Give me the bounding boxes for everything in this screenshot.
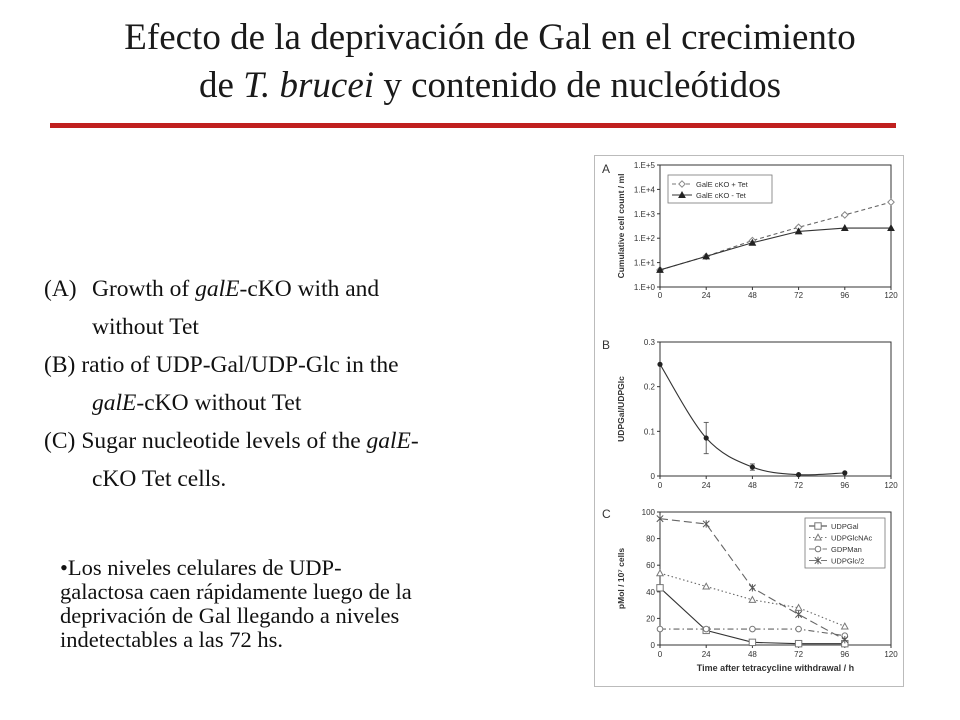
panel-B-xtick-label: 120	[884, 481, 898, 490]
panel-C-ytick-label: 60	[646, 561, 655, 571]
panel-C-ytick-label: 20	[646, 614, 655, 624]
panel-A-xtick-label: 96	[840, 291, 850, 300]
panel-C-legend-label: UDPGal	[831, 522, 859, 531]
panel-A-ytick-label: 1.E+4	[633, 185, 655, 195]
panel-B-letter: B	[602, 338, 611, 352]
panel-A-xtick-label: 72	[794, 291, 804, 300]
title-divider	[50, 123, 896, 128]
panel-A-xtick-label: 120	[884, 291, 898, 300]
caption-c-label: (C)	[44, 428, 76, 454]
bullet-line-3: deprivación de Gal llegando a niveles	[60, 603, 400, 628]
page-title	[40, 14, 940, 110]
bullet-text-1: Los niveles celulares de UDP-	[67, 555, 342, 580]
title-line-2-pre: de	[199, 65, 244, 106]
panel-A-xtick-label: 0	[657, 291, 663, 300]
caption-c-text-2: -	[410, 428, 419, 454]
panel-B-xtick-label: 48	[747, 481, 757, 490]
caption-b	[44, 346, 564, 422]
panel-B-xtick-label: 96	[840, 481, 850, 490]
panel-B-point	[796, 472, 801, 477]
panel-C-legend-marker	[815, 546, 821, 552]
panel-A-ytick-label: 1.E+5	[633, 161, 655, 170]
panel-B-point	[750, 464, 755, 469]
panel-C-ytick-label: 0	[650, 641, 655, 650]
panel-B-point	[842, 470, 847, 475]
panel-B-point	[704, 435, 709, 440]
panel-C-point	[703, 626, 709, 632]
caption-b-continuation	[44, 384, 564, 422]
panel-A-ylabel: Cumulative cell count / ml	[616, 173, 626, 279]
caption-b-gene: galE	[92, 390, 137, 416]
panel-C-point	[796, 626, 802, 632]
panel-C-xlabel: Time after tetracycline withdrawal / h	[696, 663, 855, 673]
panel-B-xtick-label: 24	[701, 481, 711, 490]
panel-C-ylabel: pMol / 10⁷ cells	[616, 547, 626, 610]
chart-svg	[594, 155, 904, 687]
panel-A-legend-label: GalE cKO + Tet	[696, 180, 748, 189]
panel-C-legend-marker	[815, 523, 821, 529]
panel-C-xtick-label: 120	[884, 650, 898, 659]
panel-B-point	[657, 362, 662, 367]
panel-C-ytick-label: 100	[641, 508, 655, 517]
panel-C-xtick-label: 0	[657, 650, 663, 659]
panel-B-ytick-label: 0	[650, 472, 655, 481]
panel-C-point	[795, 640, 801, 646]
panel-C-legend-label: UDPGlcNAc	[831, 533, 873, 543]
panel-C-point	[657, 626, 663, 632]
bullet-line-2: galactosa caen rápidamente luego de la	[60, 579, 412, 604]
caption-c-gene: galE	[366, 428, 411, 454]
panel-A-letter: A	[602, 162, 611, 176]
bullet-marker: •	[60, 555, 68, 580]
caption-a	[44, 270, 564, 346]
panel-A-ytick-label: 1.E+1	[633, 258, 655, 268]
caption-a-gene: galE	[195, 276, 240, 302]
caption-b-text-2: -cKO without Tet	[136, 390, 302, 416]
title-line-2-post: y contenido de nucleótidos	[374, 65, 781, 106]
panel-A-xtick-label: 24	[701, 291, 711, 300]
bullet-line-1	[60, 556, 570, 580]
caption-a-label: (A)	[44, 276, 77, 302]
panel-C-point	[749, 639, 755, 645]
panel-C-point	[750, 626, 756, 632]
panel-C-letter: C	[602, 507, 611, 521]
panel-B-xtick-label: 72	[794, 481, 804, 490]
caption-a-text-1: Growth of	[92, 276, 196, 302]
panel-B-ytick-label: 0.3	[643, 338, 655, 347]
panel-C-point	[657, 585, 663, 591]
title-line-2	[40, 62, 940, 110]
caption-a-continuation: without Tet	[92, 314, 199, 340]
caption-b-text-1: ratio of UDP-Gal/UDP-Glc in the	[81, 352, 399, 378]
bullet-note	[60, 556, 570, 652]
caption-c-text-1: Sugar nucleotide levels of the	[81, 428, 367, 454]
panel-C-xtick-label: 24	[701, 650, 711, 659]
panel-C-xtick-label: 96	[840, 650, 850, 659]
caption-c-continuation: cKO Tet cells.	[92, 466, 227, 492]
figure-panels	[594, 155, 904, 687]
panel-A-ytick-label: 1.E+2	[633, 234, 655, 244]
panel-A-legend-label: GalE cKO - Tet	[696, 191, 746, 200]
caption-c	[44, 422, 564, 498]
panel-A-ytick-label: 1.E+3	[633, 209, 655, 219]
panel-C-legend-label: GDPMan	[831, 545, 862, 554]
panel-B-ytick-label: 0.1	[643, 427, 655, 437]
caption-a-text-2: -cKO with and	[239, 276, 380, 302]
panel-C-xtick-label: 48	[747, 650, 757, 659]
panel-A-ytick-label: 1.E+0	[633, 283, 655, 292]
panel-C-ytick-label: 80	[646, 534, 655, 544]
panel-C-ytick-label: 40	[646, 587, 655, 597]
bullet-line-4: indetectables a las 72 hs.	[60, 627, 284, 652]
panel-A-xtick-label: 48	[747, 291, 757, 300]
panel-B-ytick-label: 0.2	[643, 382, 655, 392]
panel-B-xtick-label: 0	[657, 481, 663, 490]
figure-captions	[44, 270, 564, 498]
title-line-1: Efecto de la deprivación de Gal en el crecimiento	[124, 17, 856, 58]
panel-C-xtick-label: 72	[794, 650, 804, 659]
title-organism: T. brucei	[243, 65, 375, 106]
panel-C-legend-label: UDPGlc/2	[831, 556, 865, 566]
caption-b-label: (B)	[44, 352, 76, 378]
panel-B-ylabel: UDPGal/UDPGlc	[616, 376, 626, 442]
